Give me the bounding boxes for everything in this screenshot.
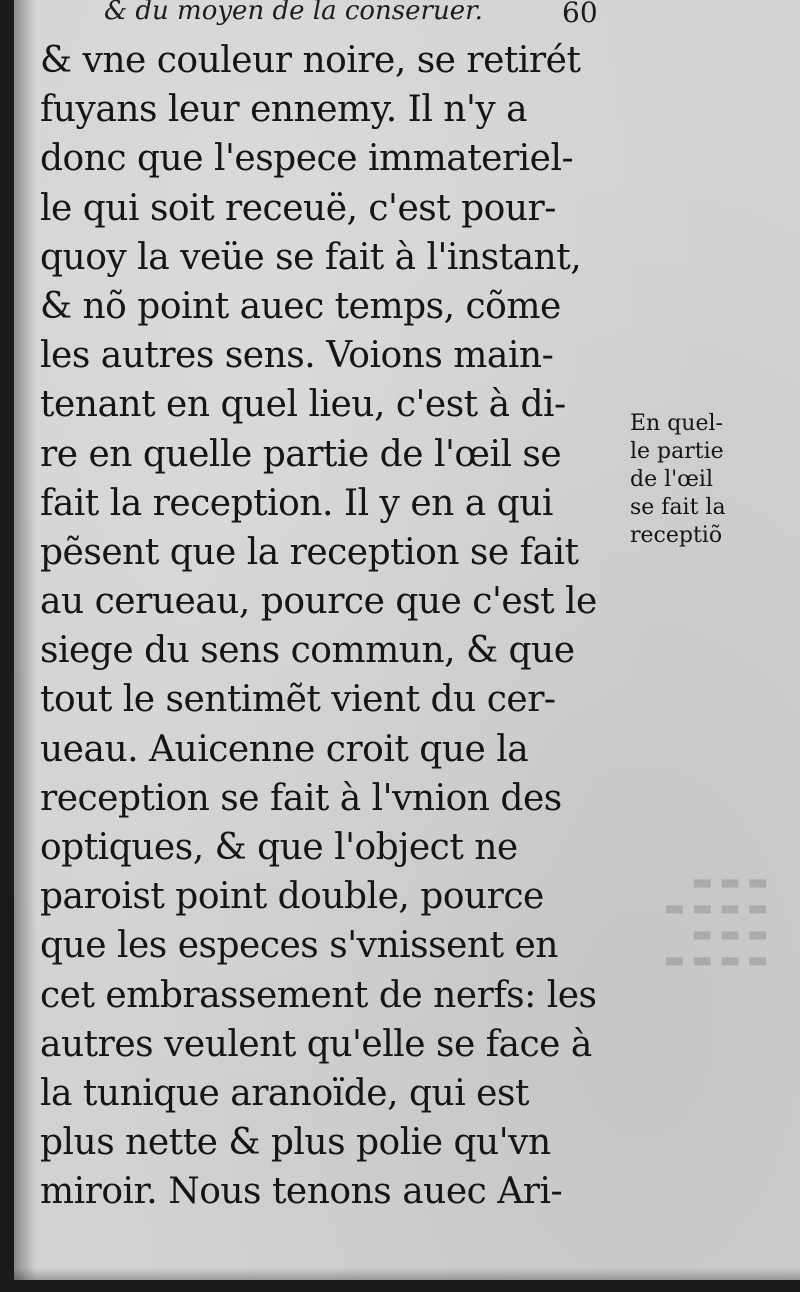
running-title: & du moyen de la conseruer. [104, 0, 483, 26]
text-line: re en quelle partie de l'œil se [40, 433, 562, 475]
text-line: ueau. Auicenne croit que la [40, 728, 529, 770]
main-text-block [40, 36, 640, 1217]
text-line: au cerueau, pource que c'est le [40, 581, 597, 623]
text-line: tout le sentimẽt vient du cer- [40, 679, 556, 721]
text-line: les autres sens. Voions main- [40, 335, 554, 377]
text-line: fuyans leur ennemy. Il n'y a [40, 89, 528, 131]
text-line: que les especes s'vnissent en [40, 925, 558, 967]
text-line: paroist point double, pource [40, 876, 544, 918]
margin-note-line: de l'œil [630, 467, 714, 492]
page-number: 60 [562, 0, 598, 29]
margin-note-line: En quel- [630, 411, 723, 436]
text-line: fait la reception. Il y en a qui [40, 482, 553, 524]
text-line: autres veulent qu'elle se face à [40, 1023, 592, 1065]
margin-note-line: se fait la [630, 495, 726, 520]
text-line: miroir. Nous tenons auec Ari- [40, 1171, 563, 1213]
page-bottom-edge [14, 1268, 800, 1280]
text-line: & vne couleur noire, se retirét [40, 40, 581, 81]
marginal-note [630, 410, 780, 550]
margin-note-line: le partie [630, 439, 724, 464]
text-line: optiques, & que l'object ne [40, 827, 518, 868]
text-line: siege du sens commun, & que [40, 630, 575, 672]
text-line: donc que l'espece immateriel- [40, 138, 574, 180]
text-line: plus nette & plus polie qu'vn [40, 1122, 551, 1164]
text-line: pẽsent que la reception se fait [40, 531, 579, 573]
text-line: quoy la veüe se fait à l'instant, [40, 236, 582, 278]
text-line: le qui soit receuë, c'est pour- [40, 187, 556, 229]
text-line: reception se fait à l'vnion des [40, 777, 562, 819]
text-line: & nõ point auec temps, cõme [40, 285, 561, 327]
gutter-shadow [14, 0, 36, 1280]
margin-note-line: receptiõ [630, 523, 723, 548]
text-line: la tunique aranoïde, qui est [40, 1072, 529, 1114]
text-line: tenant en quel lieu, c'est à di- [40, 384, 566, 426]
text-line: cet embrassement de nerfs: les [40, 974, 597, 1016]
book-page [14, 0, 800, 1280]
bleed-through-decoration: ▬ ▬ ▬ ▬ ▬ ▬ ▬ ▬ ▬ ▬ ▬ ▬ ▬ ▬ [664, 870, 769, 973]
